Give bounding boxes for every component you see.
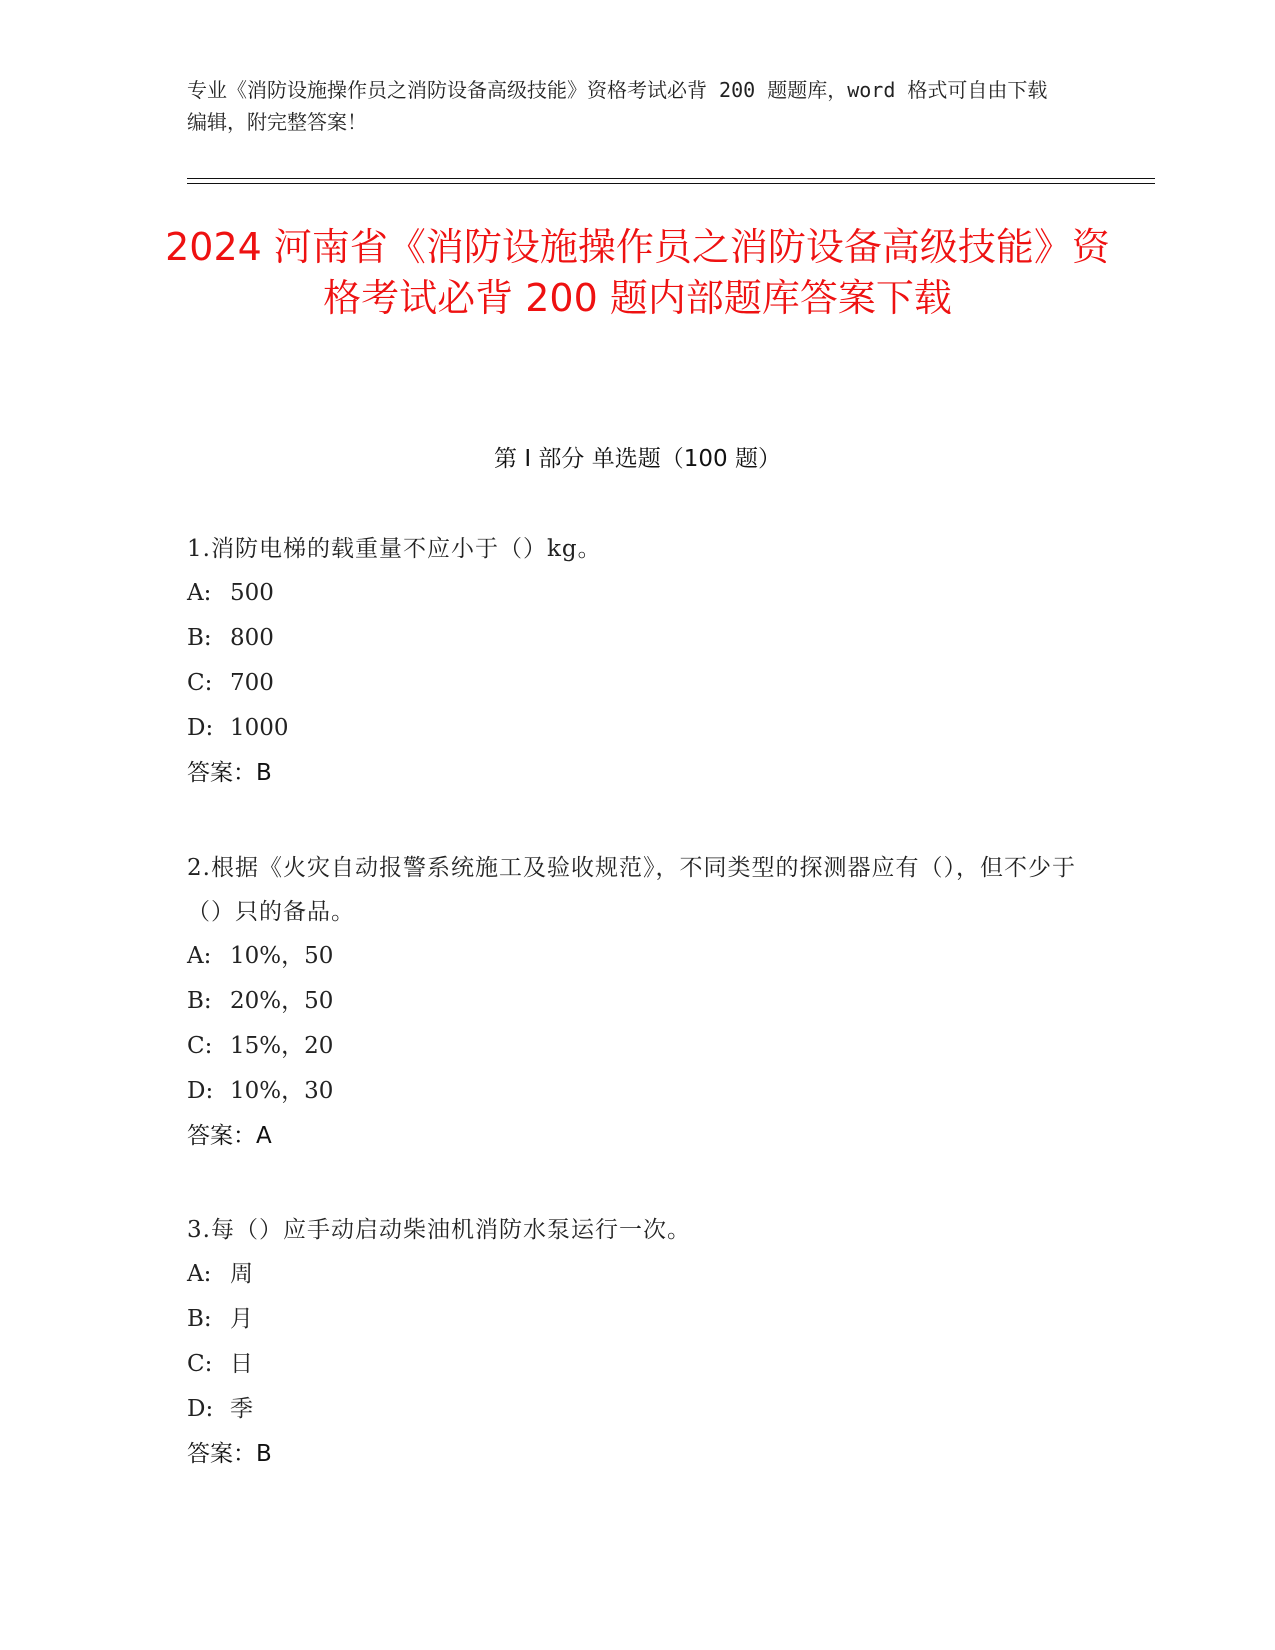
option-value: 月	[230, 1306, 253, 1332]
option-label: B:	[187, 988, 212, 1014]
option-value: 季	[230, 1396, 253, 1422]
option-value: 700	[230, 670, 274, 696]
option-label: C:	[187, 670, 213, 696]
option-label: A:	[187, 1261, 212, 1287]
option-value: 15%，20	[230, 1033, 334, 1059]
header-rule-bottom	[187, 183, 1155, 184]
option-label: D:	[187, 715, 214, 741]
question-3	[187, 1208, 1087, 1477]
option-d	[187, 1069, 1087, 1114]
option-label: B:	[187, 1306, 212, 1332]
option-label: A:	[187, 943, 212, 969]
option-label: C:	[187, 1033, 213, 1059]
question-text: 3.每（）应手动启动柴油机消防水泵运行一次。	[187, 1217, 691, 1243]
section-heading: 第 I 部分 单选题（100 题）	[494, 446, 781, 472]
option-a	[187, 934, 1087, 979]
option-d	[187, 706, 1087, 751]
question-text: 1.消防电梯的载重量不应小于（）kg。	[187, 536, 602, 562]
option-label: C:	[187, 1351, 213, 1377]
option-value: 日	[230, 1351, 253, 1377]
option-c	[187, 1342, 1087, 1387]
header-note: 专业《消防设施操作员之消防设备高级技能》资格考试必背 200 题题库，word 格式可自由下载编辑，附完整答案！	[187, 78, 1048, 134]
option-label: D:	[187, 1396, 214, 1422]
question-1	[187, 527, 1087, 796]
document-title: 2024 河南省《消防设施操作员之消防设备高级技能》资格考试必背 200 题内部题库答案下载	[165, 225, 1110, 320]
question-2	[187, 846, 1087, 1159]
option-label: D:	[187, 1078, 214, 1104]
option-a	[187, 1252, 1087, 1297]
answer: 答案：A	[187, 1123, 272, 1149]
option-b	[187, 1297, 1087, 1342]
option-c	[187, 1024, 1087, 1069]
header-rule-top	[187, 178, 1155, 179]
answer: 答案：B	[187, 760, 272, 786]
option-d	[187, 1387, 1087, 1432]
option-label: A:	[187, 580, 212, 606]
option-value: 500	[230, 580, 274, 606]
option-c	[187, 661, 1087, 706]
option-b	[187, 616, 1087, 661]
option-label: B:	[187, 625, 212, 651]
answer: 答案：B	[187, 1441, 272, 1467]
option-value: 周	[230, 1261, 253, 1287]
option-value: 20%，50	[230, 988, 334, 1014]
option-b	[187, 979, 1087, 1024]
option-a	[187, 571, 1087, 616]
option-value: 10%，50	[230, 943, 334, 969]
question-text: 2.根据《火灾自动报警系统施工及验收规范》，不同类型的探测器应有（），但不少于（）只的备品。	[187, 855, 1076, 925]
option-value: 1000	[230, 715, 289, 741]
option-value: 800	[230, 625, 274, 651]
option-value: 10%，30	[230, 1078, 334, 1104]
